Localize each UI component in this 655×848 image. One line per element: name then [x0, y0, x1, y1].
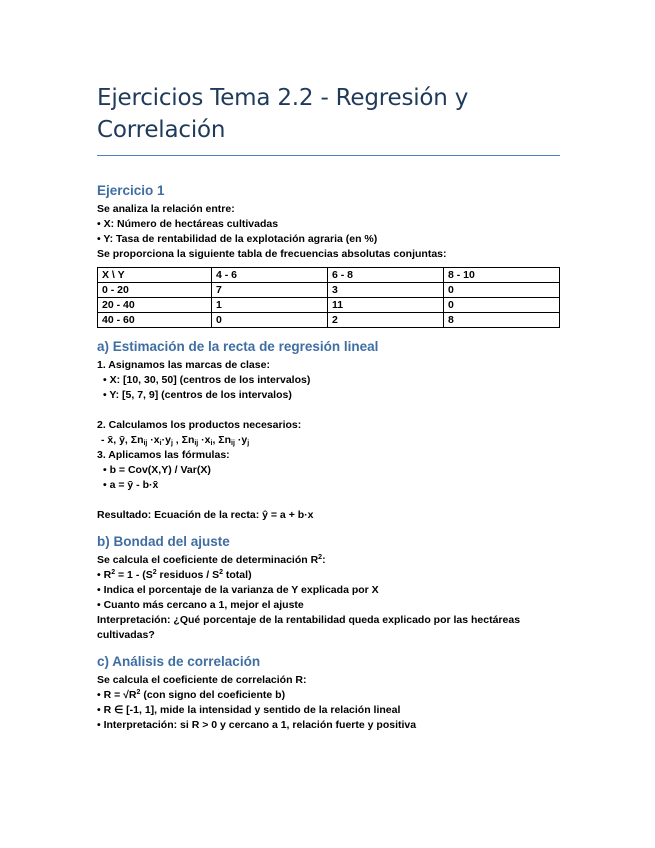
section-a-heading: a) Estimación de la recta de regresión lineal — [97, 339, 379, 354]
table-cell: 1 — [212, 298, 328, 313]
table-header-cell: 4 - 6 — [212, 268, 328, 283]
r-formula: • $R = √R^2$ (con signo del coeficiente b) — [97, 689, 286, 701]
spacer — [97, 403, 560, 418]
table-row — [98, 298, 560, 313]
interpretation-question: Interpretación: ¿Qué porcentaje de la rentabilidad queda explicado por las hectáreas cultivadas? — [97, 614, 521, 641]
table-cell: 0 — [444, 283, 560, 298]
table-cell: 2 — [328, 313, 444, 328]
table-cell: 20 - 40 — [98, 298, 212, 313]
table-intro: Se proporciona la siguiente tabla de frecuencias absolutas conjuntas: — [97, 248, 447, 260]
step-3-b-formula: • b = Cov(X,Y) / Var(X) — [103, 464, 211, 476]
frequency-table — [97, 267, 560, 328]
r2-formula: • $R^2 = 1 - (S^2$ residuos / $S^2$ total) — [97, 569, 252, 581]
table-row — [98, 283, 560, 298]
section-b — [97, 533, 560, 643]
exercise-1 — [97, 182, 560, 328]
table-cell: 0 — [212, 313, 328, 328]
step-2: 2. Calculamos los productos necesarios: — [97, 419, 302, 431]
regression-result: Resultado: Ecuación de la recta: ŷ = a + b·x — [97, 509, 314, 521]
r-interpretation: • Interpretación: si R > 0 y cercano a 1, relación fuerte y positiva — [97, 719, 417, 731]
title-line-1: Ejercicios Tema 2.2 - Regresión y — [97, 85, 469, 111]
section-c-heading: c) Análisis de correlación — [97, 654, 261, 669]
table-header-cell: 8 - 10 — [444, 268, 560, 283]
x-definition: • X: Número de hectáreas cultivadas — [97, 218, 279, 230]
document-page — [97, 82, 560, 733]
table-cell: 7 — [212, 283, 328, 298]
table-row — [98, 313, 560, 328]
table-cell: 11 — [328, 298, 444, 313]
table-header-cell: 6 - 8 — [328, 268, 444, 283]
intro-text: Se analiza la relación entre: — [97, 203, 235, 215]
step-1-x: • X: [10, 30, 50] (centros de los intervalos) — [103, 374, 311, 386]
step-3-a-formula: • a = ȳ - b·x̄ — [103, 479, 159, 491]
table-cell: 0 - 20 — [98, 283, 212, 298]
title-line-2: Correlación — [97, 117, 226, 143]
step-3: 3. Aplicamos las fórmulas: — [97, 449, 230, 461]
table-header-row — [98, 268, 560, 283]
exercise-1-heading: Ejercicio 1 — [97, 183, 165, 198]
table-header-cell: X \ Y — [98, 268, 212, 283]
table-cell: 0 — [444, 298, 560, 313]
step-2-products: - x̄, ȳ, $\Sigma n_{ij} \cdot x_i\cdot y_j$ , $\Sigma n_{ij} \cdot x_i$, $\Sigma n_{ij} \cdot y_j$ — [101, 434, 250, 447]
variance-explained: • Indica el porcentaje de la varianza de Y explicada por X — [97, 584, 379, 596]
step-1-y: • Y: [5, 7, 9] (centros de los intervalos) — [103, 389, 292, 401]
r-range: • R ∈ [-1, 1], mide la intensidad y sentido de la relación lineal — [97, 704, 401, 716]
title-divider — [97, 155, 560, 156]
table-cell: 8 — [444, 313, 560, 328]
table-cell: 3 — [328, 283, 444, 298]
page-title — [97, 82, 560, 146]
table-cell: 40 - 60 — [98, 313, 212, 328]
section-b-heading: b) Bondad del ajuste — [97, 534, 230, 549]
section-c — [97, 653, 560, 733]
step-1: 1. Asignamos las marcas de clase: — [97, 359, 270, 371]
fit-quality: • Cuanto más cercano a 1, mejor el ajuste — [97, 599, 304, 611]
correlation-intro: Se calcula el coeficiente de correlación R: — [97, 674, 307, 686]
y-definition: • Y: Tasa de rentabilidad de la explotación agraria (en %) — [97, 233, 378, 245]
determination-intro: Se calcula el coeficiente de determinación $R^2$: — [97, 554, 326, 566]
spacer — [97, 493, 560, 508]
section-a — [97, 338, 560, 523]
